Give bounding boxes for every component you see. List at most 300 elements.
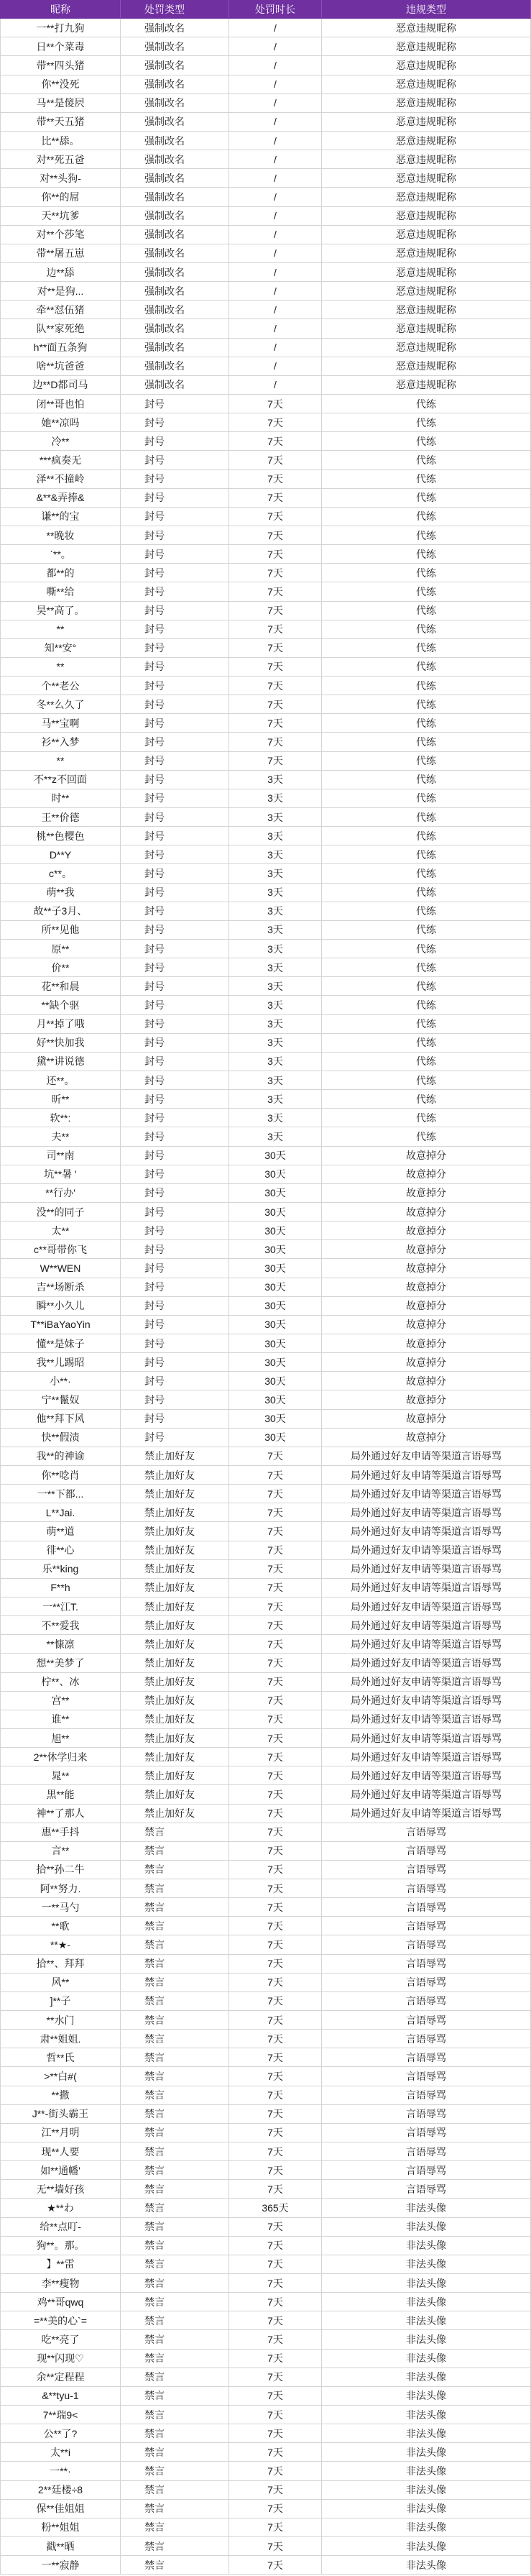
table-row [0,1109,531,1127]
cell-violation-type: 言语辱骂 [322,2124,531,2142]
cell-penalty-duration: / [229,132,322,150]
cell-penalty-duration: 7天 [229,1955,322,1973]
cell-nickname: ***疯奏无 [0,451,121,469]
cell-penalty-duration: / [229,263,322,281]
table-row [0,1785,531,1804]
table-row [0,1240,531,1259]
cell-penalty-type: 封号 [121,1015,229,1033]
cell-nickname: **慷凛 [0,1635,121,1653]
table-row [0,845,531,864]
table-row [0,1766,531,1785]
cell-violation-type: 恶意违规昵称 [322,376,531,394]
cell-penalty-type: 禁言 [121,2556,229,2574]
cell-penalty-type: 封号 [121,1334,229,1352]
cell-nickname: 冷** [0,432,121,450]
cell-penalty-duration: 7天 [229,451,322,469]
cell-nickname: 带**天五猪 [0,113,121,131]
cell-nickname: 如**通幡' [0,2161,121,2179]
cell-violation-type: 言语辱骂 [322,2142,531,2160]
cell-violation-type: 代练 [322,845,531,863]
cell-penalty-type: 封号 [121,752,229,770]
table-row [0,75,531,94]
cell-nickname: 风** [0,1974,121,1991]
cell-penalty-duration: 30天 [229,1410,322,1428]
cell-nickname: L**Jai. [0,1503,121,1521]
cell-violation-type: 故意掉分 [322,1203,531,1221]
cell-nickname: J**-街头霸王 [0,2105,121,2123]
cell-violation-type: 代练 [322,1071,531,1089]
cell-violation-type: 代练 [322,1127,531,1145]
table-row [0,996,531,1014]
cell-penalty-duration: 7天 [229,2556,322,2574]
cell-penalty-type: 禁止加好友 [121,1503,229,1521]
cell-penalty-duration: 7天 [229,2350,322,2368]
cell-penalty-duration: 7天 [229,1485,322,1503]
cell-violation-type: 恶意违规昵称 [322,207,531,225]
table-row [0,244,531,263]
table-row [0,1390,531,1409]
cell-penalty-duration: 30天 [229,1240,322,1258]
cell-penalty-duration: / [229,376,322,394]
cell-penalty-type: 禁止加好友 [121,1485,229,1503]
table-row [0,677,531,695]
cell-nickname: 一**江T. [0,1598,121,1615]
table-row [0,2067,531,2086]
cell-nickname: 花**和晨 [0,977,121,995]
table-row [0,1165,531,1184]
table-row [0,1935,531,1954]
cell-violation-type: 恶意违规昵称 [322,188,531,206]
cell-penalty-type: 封号 [121,395,229,413]
cell-violation-type: 言语辱骂 [322,2180,531,2198]
cell-violation-type: 故意掉分 [322,1372,531,1390]
cell-nickname: 宫** [0,1692,121,1710]
table-row [0,2556,531,2575]
cell-penalty-type: 封号 [121,1071,229,1089]
table-row [0,2105,531,2124]
cell-penalty-type: 禁言 [121,2086,229,2104]
table-row [0,301,531,319]
cell-nickname: 保**佳姐姐 [0,2500,121,2518]
table-row [0,1372,531,1390]
cell-nickname: 不**爱我 [0,1616,121,1634]
cell-penalty-type: 强制改名 [121,19,229,37]
cell-nickname: 边**舔 [0,263,121,281]
cell-penalty-duration: 7天 [229,413,322,431]
cell-penalty-type: 封号 [121,526,229,544]
cell-nickname: F**h [0,1579,121,1597]
cell-penalty-type: 封号 [121,808,229,826]
cell-penalty-type: 禁止加好友 [121,1598,229,1615]
cell-penalty-type: 禁言 [121,2180,229,2198]
cell-violation-type: 故意掉分 [322,1221,531,1239]
cell-nickname: 边**D都司马 [0,376,121,394]
cell-nickname: 没**的同子 [0,1203,121,1221]
table-row [0,319,531,338]
cell-penalty-duration: 7天 [229,1974,322,1991]
table-row [0,1560,531,1579]
cell-violation-type: 恶意违规昵称 [322,282,531,300]
cell-penalty-type: 禁止加好友 [121,1635,229,1653]
cell-nickname: 好**快加我 [0,1034,121,1052]
cell-violation-type: 代练 [322,677,531,695]
cell-violation-type: 恶意违规昵称 [322,150,531,168]
table-row [0,620,531,639]
table-row [0,545,531,564]
cell-violation-type: 恶意违规昵称 [322,301,531,318]
cell-penalty-type: 禁言 [121,2518,229,2536]
cell-nickname: 公**了? [0,2424,121,2442]
cell-violation-type: 代练 [322,733,531,751]
cell-nickname: 一**马勺 [0,1898,121,1916]
cell-nickname: 你**没死 [0,75,121,93]
cell-nickname: 个**老公 [0,677,121,695]
table-row [0,771,531,789]
cell-penalty-type: 封号 [121,432,229,450]
cell-violation-type: 非法头像 [322,2387,531,2405]
table-row [0,357,531,376]
table-row [0,2368,531,2387]
cell-violation-type: 故意掉分 [322,1390,531,1408]
cell-penalty-duration: 3天 [229,771,322,789]
cell-penalty-duration: 7天 [229,2293,322,2311]
cell-nickname: **缺个驱 [0,996,121,1014]
table-row [0,1447,531,1466]
table-row [0,1297,531,1316]
cell-penalty-type: 禁言 [121,2255,229,2273]
table-row [0,413,531,432]
cell-penalty-type: 封号 [121,658,229,676]
cell-violation-type: 非法头像 [322,2311,531,2329]
cell-penalty-duration: 7天 [229,1861,322,1879]
cell-penalty-type: 禁言 [121,1917,229,1935]
table-row [0,2142,531,2161]
cell-violation-type: 局外通过好友申请等渠道言语辱骂 [322,1729,531,1747]
cell-penalty-type: 禁止加好友 [121,1710,229,1728]
cell-penalty-duration: / [229,37,322,55]
cell-nickname: 夫** [0,1127,121,1145]
cell-penalty-type: 强制改名 [121,207,229,225]
cell-penalty-duration: 7天 [229,2311,322,2329]
cell-violation-type: 言语辱骂 [322,2048,531,2066]
cell-penalty-duration: 30天 [229,1353,322,1371]
table-row [0,526,531,545]
cell-penalty-duration: / [229,19,322,37]
cell-nickname: ★**わ [0,2199,121,2217]
cell-nickname: 戳**晒 [0,2537,121,2555]
cell-penalty-type: 封号 [121,958,229,976]
cell-nickname: **水门 [0,2011,121,2029]
cell-violation-type: 代练 [322,1109,531,1127]
cell-penalty-type: 封号 [121,733,229,751]
cell-violation-type: 言语辱骂 [322,1955,531,1973]
cell-penalty-type: 强制改名 [121,75,229,93]
cell-penalty-duration: 7天 [229,582,322,600]
cell-nickname: 他**拜下风 [0,1410,121,1428]
table-row [0,1221,531,1240]
table-body [0,19,531,2575]
cell-penalty-duration: 30天 [229,1203,322,1221]
table-row [0,1861,531,1879]
table-row [0,1485,531,1503]
table-row [0,1278,531,1297]
cell-penalty-type: 禁言 [121,1898,229,1916]
cell-violation-type: 代练 [322,958,531,976]
cell-violation-type: 非法头像 [322,2518,531,2536]
cell-penalty-duration: 7天 [229,1522,322,1540]
cell-violation-type: 非法头像 [322,2556,531,2574]
cell-penalty-type: 强制改名 [121,339,229,357]
cell-penalty-type: 强制改名 [121,132,229,150]
cell-violation-type: 代练 [322,620,531,638]
table-row [0,695,531,714]
table-row [0,1090,531,1109]
table-row [0,1673,531,1692]
cell-nickname: 旭** [0,1729,121,1747]
cell-penalty-type: 封号 [121,1203,229,1221]
cell-penalty-type: 禁言 [121,2142,229,2160]
cell-penalty-type: 强制改名 [121,188,229,206]
cell-penalty-type: 封号 [121,845,229,863]
table-row [0,2218,531,2237]
cell-nickname: 你**的屌 [0,188,121,206]
table-row [0,113,531,132]
cell-penalty-type: 禁言 [121,2443,229,2461]
cell-penalty-duration: 3天 [229,1127,322,1145]
cell-violation-type: 代练 [322,470,531,488]
cell-violation-type: 言语辱骂 [322,1842,531,1860]
cell-penalty-type: 封号 [121,564,229,582]
cell-violation-type: 恶意违规昵称 [322,263,531,281]
cell-penalty-type: 禁止加好友 [121,1616,229,1634]
cell-penalty-duration: 7天 [229,639,322,657]
cell-nickname: 给**点叮- [0,2218,121,2236]
cell-penalty-duration: 7天 [229,1766,322,1784]
cell-penalty-duration: 7天 [229,1598,322,1615]
table-row [0,2048,531,2067]
table-row [0,1710,531,1729]
cell-penalty-type: 禁言 [121,1955,229,1973]
cell-nickname: 晁** [0,1766,121,1784]
cell-violation-type: 恶意违规昵称 [322,132,531,150]
cell-penalty-duration: 7天 [229,2537,322,2555]
cell-penalty-duration: 7天 [229,2161,322,2179]
cell-violation-type: 非法头像 [322,2424,531,2442]
cell-penalty-type: 封号 [121,1259,229,1277]
cell-nickname: 月**掉了哦 [0,1015,121,1033]
table-row [0,1692,531,1710]
cell-penalty-type: 强制改名 [121,37,229,55]
cell-penalty-duration: 7天 [229,1879,322,1897]
cell-violation-type: 恶意违规昵称 [322,339,531,357]
cell-nickname: 懂**是妹子 [0,1334,121,1352]
cell-violation-type: 非法头像 [322,2481,531,2499]
table-row [0,2086,531,2105]
cell-penalty-duration: 30天 [229,1259,322,1277]
cell-penalty-duration: 3天 [229,827,322,845]
cell-penalty-duration: / [229,319,322,337]
table-row [0,19,531,37]
cell-penalty-duration: 7天 [229,2368,322,2386]
cell-penalty-type: 封号 [121,695,229,713]
table-row [0,169,531,188]
cell-violation-type: 恶意违规昵称 [322,319,531,337]
cell-penalty-duration: 3天 [229,1071,322,1089]
cell-violation-type: 非法头像 [322,2274,531,2292]
cell-penalty-duration: 7天 [229,1616,322,1634]
cell-nickname: **★- [0,1935,121,1953]
cell-penalty-type: 禁止加好友 [121,1673,229,1691]
table-row [0,2161,531,2180]
cell-penalty-type: 封号 [121,902,229,920]
cell-penalty-type: 封号 [121,996,229,1014]
cell-violation-type: 恶意违规昵称 [322,37,531,55]
cell-violation-type: 代练 [322,864,531,882]
cell-violation-type: 代练 [322,996,531,1014]
cell-violation-type: 局外通过好友申请等渠道言语辱骂 [322,1466,531,1484]
cell-nickname: 马**宝啊 [0,714,121,732]
cell-penalty-type: 禁言 [121,1935,229,1953]
cell-penalty-duration: 7天 [229,2462,322,2480]
table-row [0,977,531,996]
cell-penalty-type: 禁言 [121,1861,229,1879]
cell-penalty-type: 禁言 [121,2350,229,2368]
table-row [0,864,531,883]
cell-penalty-type: 禁言 [121,2368,229,2386]
cell-penalty-duration: 30天 [229,1221,322,1239]
cell-nickname: 吃**亮了 [0,2330,121,2348]
table-row [0,1654,531,1672]
cell-penalty-duration: 7天 [229,1785,322,1803]
cell-penalty-duration: 7天 [229,620,322,638]
table-row [0,2481,531,2500]
cell-nickname: 闭**哥也怕 [0,395,121,413]
table-row [0,2350,531,2368]
cell-violation-type: 故意掉分 [322,1410,531,1428]
table-row [0,602,531,620]
cell-violation-type: 局外通过好友申请等渠道言语辱骂 [322,1485,531,1503]
table-row [0,2124,531,2142]
cell-penalty-duration: 7天 [229,658,322,676]
table-row [0,2255,531,2274]
cell-violation-type: 代练 [322,582,531,600]
cell-violation-type: 局外通过好友申请等渠道言语辱骂 [322,1541,531,1559]
cell-penalty-duration: 7天 [229,526,322,544]
table-row [0,2462,531,2480]
cell-violation-type: 局外通过好友申请等渠道言语辱骂 [322,1692,531,1710]
cell-penalty-type: 禁言 [121,1879,229,1897]
cell-penalty-duration: 3天 [229,808,322,826]
cell-penalty-duration: 3天 [229,1053,322,1071]
table-row [0,940,531,958]
table-row [0,1579,531,1598]
cell-violation-type: 恶意违规昵称 [322,169,531,187]
table-row [0,884,531,902]
cell-penalty-duration: 30天 [229,1316,322,1334]
cell-violation-type: 恶意违规昵称 [322,357,531,375]
cell-violation-type: 代练 [322,564,531,582]
cell-penalty-duration: 30天 [229,1297,322,1315]
cell-penalty-duration: 7天 [229,1898,322,1916]
cell-penalty-type: 禁止加好友 [121,1766,229,1784]
cell-penalty-type: 封号 [121,413,229,431]
cell-violation-type: 代练 [322,526,531,544]
cell-penalty-type: 强制改名 [121,169,229,187]
cell-violation-type: 代练 [322,921,531,939]
cell-nickname: 拾**孙二牛 [0,1861,121,1879]
cell-violation-type: 代练 [322,1015,531,1033]
cell-nickname: 鸡**哥qwq [0,2293,121,2311]
cell-penalty-duration: 7天 [229,2424,322,2442]
cell-penalty-type: 强制改名 [121,319,229,337]
table-row [0,1353,531,1372]
cell-violation-type: 非法头像 [322,2293,531,2311]
cell-penalty-duration: 7天 [229,1842,322,1860]
table-row [0,1729,531,1748]
cell-violation-type: 局外通过好友申请等渠道言语辱骂 [322,1766,531,1784]
table-row [0,1823,531,1842]
cell-penalty-duration: 7天 [229,1560,322,1578]
cell-penalty-type: 封号 [121,1278,229,1296]
cell-penalty-duration: 7天 [229,2443,322,2461]
cell-violation-type: 局外通过好友申请等渠道言语辱骂 [322,1522,531,1540]
cell-violation-type: 恶意违规昵称 [322,94,531,112]
cell-nickname: 都**的 [0,564,121,582]
cell-penalty-type: 禁言 [121,2011,229,2029]
table-row [0,1898,531,1917]
table-row [0,150,531,169]
cell-violation-type: 局外通过好友申请等渠道言语辱骂 [322,1579,531,1597]
cell-violation-type: 故意掉分 [322,1353,531,1371]
cell-violation-type: 代练 [322,940,531,958]
cell-penalty-type: 禁止加好友 [121,1560,229,1578]
cell-penalty-type: 强制改名 [121,226,229,244]
table-row [0,1522,531,1541]
cell-penalty-duration: 30天 [229,1147,322,1165]
cell-nickname: 太** [0,1221,121,1239]
cell-penalty-duration: 7天 [229,2500,322,2518]
cell-nickname: 一**寂静 [0,2556,121,2574]
cell-nickname: 软**: [0,1109,121,1127]
cell-nickname: 黛**讲说德 [0,1053,121,1071]
table-row [0,2293,531,2311]
cell-penalty-duration: 7天 [229,2105,322,2123]
cell-nickname: 桃**色樱色 [0,827,121,845]
cell-nickname: 】**雷 [0,2255,121,2273]
cell-penalty-type: 封号 [121,582,229,600]
cell-penalty-type: 禁言 [121,2237,229,2255]
cell-penalty-type: 禁止加好友 [121,1692,229,1710]
cell-penalty-type: 强制改名 [121,94,229,112]
cell-penalty-duration: 7天 [229,1635,322,1653]
cell-violation-type: 言语辱骂 [322,2161,531,2179]
cell-nickname: 余**定程程 [0,2368,121,2386]
cell-nickname: 对**个莎笔 [0,226,121,244]
table-row [0,1974,531,1992]
cell-violation-type: 代练 [322,902,531,920]
cell-penalty-type: 强制改名 [121,376,229,394]
table-row [0,1992,531,2011]
cell-violation-type: 代练 [322,658,531,676]
cell-nickname: **撒 [0,2086,121,2104]
cell-penalty-type: 禁言 [121,2462,229,2480]
cell-penalty-type: 强制改名 [121,263,229,281]
cell-nickname: 泽**不撞岭 [0,470,121,488]
cell-violation-type: 言语辱骂 [322,2105,531,2123]
cell-violation-type: 局外通过好友申请等渠道言语辱骂 [322,1710,531,1728]
cell-penalty-type: 封号 [121,1184,229,1202]
cell-nickname: 我**的神谕 [0,1447,121,1465]
